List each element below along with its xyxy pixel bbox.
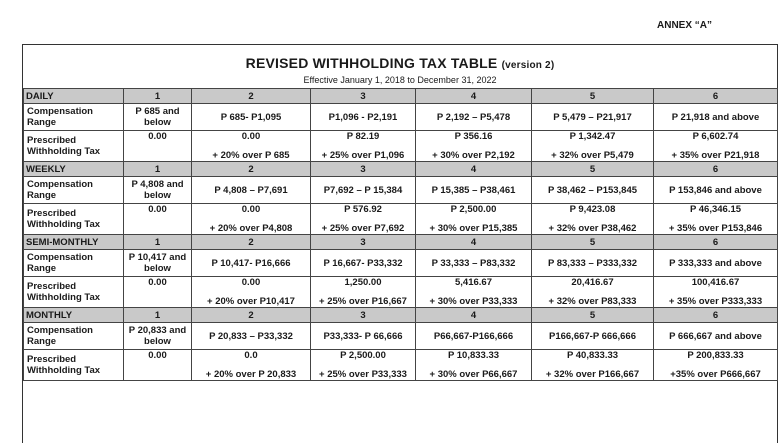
tax-value-stack (418, 277, 529, 307)
tax-rate-over: + 32% over P38,462 (548, 223, 637, 234)
withholding-tax-value (192, 350, 311, 381)
label-line: Range (27, 336, 57, 347)
bracket-number: 5 (532, 89, 654, 104)
label-line: Compensation (27, 325, 93, 336)
label-line: Range (27, 117, 57, 128)
tax-rate-over: + 35% over P333,333 (668, 296, 763, 307)
compensation-range-value: P 21,918 and above (654, 104, 778, 131)
tax-rate-over: + 20% over P 685 (212, 150, 290, 161)
compensation-range-value: P7,692 – P 15,384 (311, 177, 416, 204)
tax-value-stack (194, 350, 308, 380)
label-line: Range (27, 190, 57, 201)
tax-value-stack (126, 204, 189, 234)
label-line: Prescribed (27, 354, 77, 365)
tax-base-amount: P 576.92 (344, 204, 382, 215)
effective-dates: Effective January 1, 2018 to December 31, 2022 (303, 75, 497, 85)
tax-base-amount: 0.0 (244, 350, 258, 361)
tax-rate-over: + 32% over P83,333 (548, 296, 637, 307)
tax-base-amount: P 9,423.08 (569, 204, 616, 215)
section-header-row (24, 235, 778, 250)
withholding-tax-label (24, 350, 124, 381)
label-line: Range (27, 263, 57, 274)
tax-value-stack (418, 131, 529, 161)
tax-rate-over: + 25% over P33,333 (319, 369, 407, 380)
tax-value-stack (313, 350, 413, 380)
label-line: Compensation (27, 106, 93, 117)
tax-base-amount: 5,416.67 (455, 277, 492, 288)
tax-base-amount: P 2,500.00 (450, 204, 497, 215)
compensation-range-value: P 38,462 – P153,845 (532, 177, 654, 204)
label-line: Withholding Tax (27, 365, 101, 376)
annex-label: ANNEX “A” (657, 20, 713, 31)
bracket-number: 3 (311, 235, 416, 250)
tax-base-amount: 0.00 (241, 277, 261, 288)
withholding-tax-value (311, 131, 416, 162)
tax-base-amount: 20,416.67 (571, 277, 614, 288)
bracket-number: 5 (532, 308, 654, 323)
withholding-tax-value (654, 131, 778, 162)
compensation-range-value: P66,667-P166,666 (416, 323, 532, 350)
withholding-tax-value (192, 204, 311, 235)
bracket-number: 5 (532, 162, 654, 177)
withholding-tax-value (654, 350, 778, 381)
tax-rate-over: + 20% over P 20,833 (205, 369, 297, 380)
withholding-tax-label (24, 131, 124, 162)
tax-value-stack (656, 350, 775, 380)
compensation-range-value: P 83,333 – P333,332 (532, 250, 654, 277)
tax-rate-over: + 32% over P5,479 (551, 150, 634, 161)
tax-base-amount: P 2,500.00 (340, 350, 386, 361)
section-name: MONTHLY (24, 308, 124, 323)
tax-base-amount: 0.00 (148, 350, 167, 361)
tax-value-stack (313, 131, 413, 161)
tax-base-amount: 1,250.00 (344, 277, 382, 288)
bracket-number: 1 (124, 89, 192, 104)
tax-base-amount: 0.00 (241, 131, 261, 142)
label-line: Compensation (27, 179, 93, 190)
tax-base-amount: 0.00 (148, 131, 167, 142)
withholding-tax-value (532, 350, 654, 381)
bracket-number: 2 (192, 308, 311, 323)
withholding-tax-value (124, 204, 192, 235)
label-line: Withholding Tax (27, 219, 101, 230)
withholding-tax-row (24, 350, 778, 381)
label-line: Prescribed (27, 135, 77, 146)
bracket-number: 6 (654, 308, 778, 323)
tax-rate-over: + 25% over P7,692 (321, 223, 405, 234)
withholding-tax-row (24, 131, 778, 162)
compensation-range-value: P 333,333 and above (654, 250, 778, 277)
bracket-number: 6 (654, 235, 778, 250)
table-body (24, 89, 778, 381)
compensation-range-row (24, 323, 778, 350)
tax-value-stack (418, 350, 529, 380)
bracket-number: 3 (311, 89, 416, 104)
withholding-tax-value (654, 204, 778, 235)
bracket-number: 4 (416, 162, 532, 177)
bracket-number: 6 (654, 162, 778, 177)
compensation-range-value: P 16,667- P33,332 (311, 250, 416, 277)
compensation-range-value: P 666,667 and above (654, 323, 778, 350)
bracket-number: 1 (124, 308, 192, 323)
tax-base-amount: 0.00 (241, 204, 261, 215)
label-line: Prescribed (27, 208, 77, 219)
tax-base-amount: 0.00 (148, 204, 167, 215)
withholding-tax-value (532, 204, 654, 235)
section-header-row (24, 89, 778, 104)
tax-value-stack (534, 350, 651, 380)
withholding-tax-value (124, 131, 192, 162)
tax-base-amount: P 40,833.33 (566, 350, 619, 361)
tax-rate-over: + 25% over P1,096 (321, 150, 405, 161)
compensation-range-value: P 10,417- P16,666 (192, 250, 311, 277)
section-name: WEEKLY (24, 162, 124, 177)
tax-rate-over: + 30% over P15,385 (429, 223, 518, 234)
compensation-range-value: P 153,846 and above (654, 177, 778, 204)
tax-value-stack (126, 131, 189, 161)
bracket-number: 4 (416, 235, 532, 250)
tax-table-sheet (22, 44, 778, 443)
section-header-row (24, 162, 778, 177)
compensation-range-value: P 15,385 – P38,461 (416, 177, 532, 204)
tax-value-stack (534, 131, 651, 161)
tax-rate-over: + 30% over P33,333 (429, 296, 518, 307)
bracket-number: 2 (192, 162, 311, 177)
tax-base-amount: P 1,342.47 (569, 131, 616, 142)
tax-base-amount: 0.00 (148, 277, 167, 288)
compensation-range-value: P 20,833 – P33,332 (192, 323, 311, 350)
compensation-range-value: P 4,808 and below (124, 177, 192, 204)
bracket-number: 3 (311, 308, 416, 323)
tax-value-stack (313, 277, 413, 307)
tax-rate-over: + 20% over P10,417 (207, 296, 295, 307)
tax-value-stack (126, 350, 189, 380)
tax-rate-over: +35% over P666,667 (670, 369, 761, 380)
tax-base-amount: P 46,346.15 (689, 204, 742, 215)
withholding-tax-row (24, 277, 778, 308)
compensation-range-value: P 33,333 – P83,332 (416, 250, 532, 277)
section-name: DAILY (24, 89, 124, 104)
document-title (23, 55, 777, 71)
withholding-tax-row (24, 204, 778, 235)
compensation-range-value: P 20,833 and below (124, 323, 192, 350)
bracket-number: 4 (416, 308, 532, 323)
withholding-tax-value (532, 277, 654, 308)
tax-value-stack (656, 204, 775, 234)
withholding-tax-value (311, 350, 416, 381)
bracket-number: 5 (532, 235, 654, 250)
withholding-tax-value (416, 204, 532, 235)
tax-value-stack (194, 131, 308, 161)
compensation-range-row (24, 250, 778, 277)
compensation-range-value: P 2,192 – P5,478 (416, 104, 532, 131)
section-name: SEMI-MONTHLY (24, 235, 124, 250)
compensation-range-row (24, 177, 778, 204)
compensation-range-label (24, 104, 124, 131)
bracket-number: 3 (311, 162, 416, 177)
tax-base-amount: P 82.19 (346, 131, 380, 142)
withholding-tax-value (654, 277, 778, 308)
compensation-range-value: P166,667-P 666,666 (532, 323, 654, 350)
bracket-number: 1 (124, 162, 192, 177)
compensation-range-row (24, 104, 778, 131)
tax-rate-over: + 25% over P16,667 (319, 296, 407, 307)
tax-rate-over: + 32% over P166,667 (545, 369, 640, 380)
tax-value-stack (194, 277, 308, 307)
compensation-range-label (24, 177, 124, 204)
compensation-range-value: P 10,417 and below (124, 250, 192, 277)
compensation-range-value: P 685 and below (124, 104, 192, 131)
tax-rate-over: + 35% over P21,918 (671, 150, 760, 161)
withholding-tax-value (311, 277, 416, 308)
withholding-tax-value (124, 277, 192, 308)
compensation-range-value: P1,096 - P2,191 (311, 104, 416, 131)
tax-rate-over: + 20% over P4,808 (209, 223, 293, 234)
bracket-number: 2 (192, 235, 311, 250)
tax-value-stack (194, 204, 308, 234)
tax-base-amount: P 10,833.33 (447, 350, 500, 361)
bracket-number: 4 (416, 89, 532, 104)
bracket-number: 1 (124, 235, 192, 250)
withholding-tax-value (532, 131, 654, 162)
compensation-range-value: P 5,479 – P21,917 (532, 104, 654, 131)
label-line: Prescribed (27, 281, 77, 292)
tax-value-stack (656, 277, 775, 307)
section-header-row (24, 308, 778, 323)
compensation-range-label (24, 323, 124, 350)
withholding-tax-value (192, 131, 311, 162)
tax-value-stack (126, 277, 189, 307)
tax-base-amount: P 200,833.33 (687, 350, 744, 361)
withholding-tax-value (311, 204, 416, 235)
label-line: Compensation (27, 252, 93, 263)
compensation-range-value: P33,333- P 66,666 (311, 323, 416, 350)
tax-rate-over: + 30% over P66,667 (429, 369, 518, 380)
compensation-range-value: P 685- P1,095 (192, 104, 311, 131)
tax-base-amount: P 356.16 (454, 131, 493, 142)
withholding-tax-value (192, 277, 311, 308)
tax-value-stack (418, 204, 529, 234)
tax-value-stack (313, 204, 413, 234)
compensation-range-value: P 4,808 – P7,691 (192, 177, 311, 204)
tax-value-stack (656, 131, 775, 161)
withholding-tax-value (416, 277, 532, 308)
withholding-tax-label (24, 277, 124, 308)
tax-base-amount: P 6,602.74 (692, 131, 739, 142)
tax-rate-over: + 30% over P2,192 (432, 150, 515, 161)
version-label: (version 2) (501, 60, 555, 71)
title-text: REVISED WITHHOLDING TAX TABLE (245, 55, 498, 71)
tax-base-amount: 100,416.67 (691, 277, 740, 288)
tax-rate-over: + 35% over P153,846 (668, 223, 763, 234)
withholding-tax-label (24, 204, 124, 235)
withholding-tax-value (416, 350, 532, 381)
tax-value-stack (534, 277, 651, 307)
compensation-range-label (24, 250, 124, 277)
withholding-tax-value (124, 350, 192, 381)
label-line: Withholding Tax (27, 292, 101, 303)
label-line: Withholding Tax (27, 146, 101, 157)
tax-value-stack (534, 204, 651, 234)
withholding-tax-value (416, 131, 532, 162)
bracket-number: 2 (192, 89, 311, 104)
bracket-number: 6 (654, 89, 778, 104)
withholding-tax-table (23, 88, 778, 381)
